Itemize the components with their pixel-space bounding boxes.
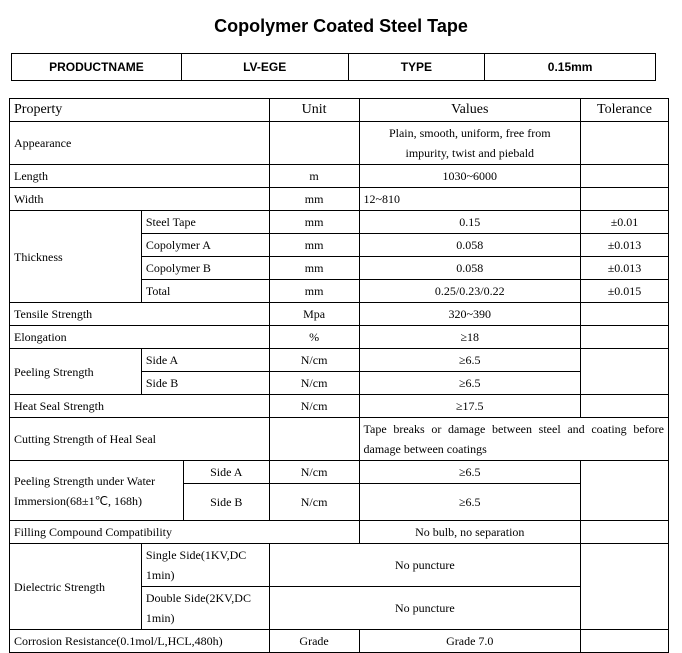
thickness-total-unit: mm [269,280,359,303]
productname-value: LV-EGE [181,54,348,81]
thickness-copa-value: 0.058 [359,234,581,257]
dielectric-double-value: No puncture [269,587,580,630]
row-peeling-water-side-a [10,461,669,484]
cutting-unit [269,418,359,461]
dielectric-double-sub: Double Side(2KV,DC 1min) [141,587,269,630]
thickness-steel-unit: mm [269,211,359,234]
peelwater-a-unit: N/cm [269,461,359,484]
peeling-b-unit: N/cm [269,372,359,395]
elongation-label: Elongation [10,326,270,349]
peelwater-tolerance [581,461,669,521]
thickness-copb-unit: mm [269,257,359,280]
width-tolerance [581,188,669,211]
thickness-total-value: 0.25/0.23/0.22 [359,280,581,303]
row-thickness-steel [10,211,669,234]
heatseal-value: ≥17.5 [359,395,581,418]
width-label: Width [10,188,270,211]
corrosion-label: Corrosion Resistance(0.1mol/L,HCL,480h) [10,630,270,653]
heatseal-tolerance [581,395,669,418]
peeling-a-sub: Side A [141,349,269,372]
thickness-steel-value: 0.15 [359,211,581,234]
peeling-b-sub: Side B [141,372,269,395]
row-filling-compound [10,521,669,544]
heatseal-unit: N/cm [269,395,359,418]
thickness-copa-tolerance: ±0.013 [581,234,669,257]
peeling-a-unit: N/cm [269,349,359,372]
width-value: 12~810 [359,188,581,211]
document-title: Copolymer Coated Steel Tape [214,16,468,36]
appearance-unit [269,122,359,165]
filling-tolerance [581,521,669,544]
tensile-value: 320~390 [359,303,581,326]
elongation-value: ≥18 [359,326,581,349]
dielectric-label: Dielectric Strength [10,544,142,630]
tensile-label: Tensile Strength [10,303,270,326]
peelwater-b-unit: N/cm [269,484,359,521]
tensile-tolerance [581,303,669,326]
thickness-total-sub: Total [141,280,269,303]
peelwater-a-value: ≥6.5 [359,461,581,484]
appearance-label: Appearance [10,122,270,165]
thickness-copb-sub: Copolymer B [141,257,269,280]
dielectric-single-sub: Single Side(1KV,DC 1min) [141,544,269,587]
specification-table [9,98,669,653]
col-header-unit: Unit [269,99,359,122]
filling-value: No bulb, no separation [359,521,581,544]
type-label: TYPE [348,54,485,81]
corrosion-unit: Grade [269,630,359,653]
dielectric-single-value: No puncture [269,544,580,587]
cutting-value: Tape breaks or damage between steel and coating before damage between coatings [359,418,669,461]
tensile-unit: Mpa [269,303,359,326]
filling-label: Filling Compound Compatibility [10,521,360,544]
peeling-b-value: ≥6.5 [359,372,581,395]
productname-label: PRODUCTNAME [12,54,182,81]
elongation-tolerance [581,326,669,349]
peelwater-b-value: ≥6.5 [359,484,581,521]
thickness-label: Thickness [10,211,142,303]
type-value: 0.15mm [485,54,656,81]
corrosion-value: Grade 7.0 [359,630,581,653]
row-cutting-strength [10,418,669,461]
width-unit: mm [269,188,359,211]
cutting-label: Cutting Strength of Heal Seal [10,418,270,461]
row-tensile-strength [10,303,669,326]
thickness-steel-tolerance: ±0.01 [581,211,669,234]
row-width [10,188,669,211]
row-appearance [10,122,669,165]
row-corrosion [10,630,669,653]
length-value: 1030~6000 [359,165,581,188]
corrosion-tolerance [581,630,669,653]
dielectric-tolerance [581,544,669,630]
product-header-row [12,54,656,81]
appearance-tolerance [581,122,669,165]
elongation-unit: % [269,326,359,349]
peeling-label: Peeling Strength [10,349,142,395]
col-header-tolerance: Tolerance [581,99,669,122]
thickness-steel-sub: Steel Tape [141,211,269,234]
product-header-table [11,53,656,81]
row-heat-seal [10,395,669,418]
peelwater-label: Peeling Strength under Water Immersion(68±1℃, 168h) [10,461,184,521]
length-label: Length [10,165,270,188]
thickness-copb-tolerance: ±0.013 [581,257,669,280]
heatseal-label: Heat Seal Strength [10,395,270,418]
thickness-copa-unit: mm [269,234,359,257]
thickness-total-tolerance: ±0.015 [581,280,669,303]
appearance-value: Plain, smooth, uniform, free from impurity, twist and piebald [359,122,581,165]
peelwater-b-sub: Side B [183,484,269,521]
row-dielectric-single [10,544,669,587]
row-elongation [10,326,669,349]
peeling-tolerance [581,349,669,395]
row-length [10,165,669,188]
peeling-a-value: ≥6.5 [359,349,581,372]
row-peeling-side-a [10,349,669,372]
thickness-copa-sub: Copolymer A [141,234,269,257]
length-unit: m [269,165,359,188]
table-header-row [10,99,669,122]
length-tolerance [581,165,669,188]
thickness-copb-value: 0.058 [359,257,581,280]
peelwater-a-sub: Side A [183,461,269,484]
col-header-property: Property [10,99,270,122]
col-header-values: Values [359,99,581,122]
